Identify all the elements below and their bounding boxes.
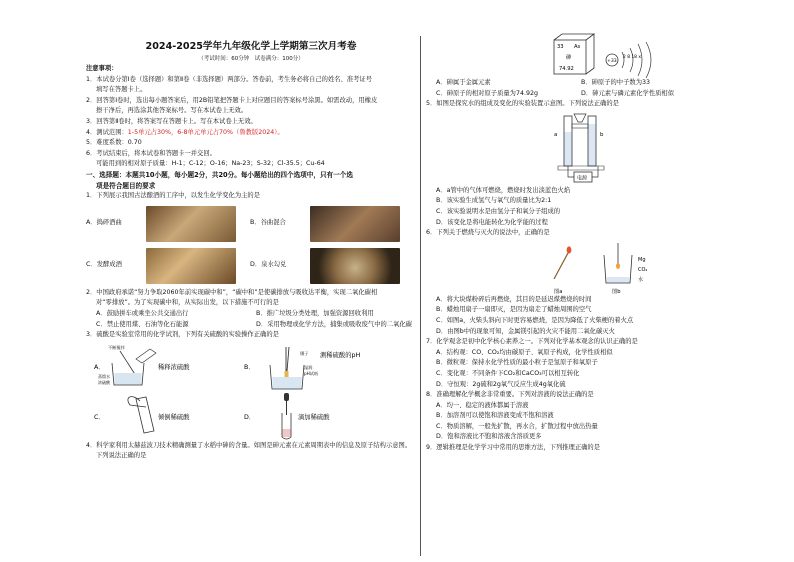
electrolysis-figure: [426, 110, 726, 186]
q3-option-c: C．: [94, 413, 105, 421]
funnel-icon: [574, 114, 586, 122]
nucleus-charge: +33: [607, 59, 617, 64]
exam-title: 2024-2025学年九年级化学上学期第三次月考卷: [145, 41, 357, 52]
section-heading: 一、选择题：本题共10小题，每小题2分，共20分。每小题给出的四个选项中，只有一个选: [86, 170, 353, 179]
q4-options-row-1: [426, 78, 726, 89]
q1-photo-a: [146, 206, 236, 242]
q3-a-water-label: 蒸馏水: [98, 373, 110, 379]
q3-figures: [86, 341, 416, 441]
q8-option-a: A．均一、稳定的液体都属于溶液: [436, 401, 529, 409]
q1-row-2: [86, 246, 416, 286]
note-line: 3．回答第Ⅱ卷时，将答案写在答题卡上。写在本试卷上无效。: [86, 117, 257, 125]
test-tube-icon: [136, 397, 154, 433]
q3-b-wet-label: 湿润: [304, 364, 313, 370]
element-name: 砷: [566, 55, 572, 61]
question-2-stem-cont: 对“零排放”。为了实现碳中和，从实际出发，以下措施不可行的是: [96, 299, 279, 307]
question-6-stem: 6．下列关于燃烧与灭火的说法中，正确的是: [426, 229, 550, 237]
liquid-icon: [589, 124, 596, 166]
q2-options-row-1: [86, 309, 416, 320]
q2-options-row-2: [86, 320, 416, 331]
dropper-bulb-icon: [284, 393, 289, 401]
question-9-stem: 9．逻辑推理是化学学习中常用的思维方法，下列推理正确的是: [426, 444, 601, 452]
atomic-number: 33: [557, 44, 564, 50]
arsenic-figure: [426, 32, 726, 78]
section-heading-cont: 项是符合题目的要求: [96, 181, 156, 190]
notes-heading: 注意事项：: [86, 65, 118, 72]
q3-option-a: A．: [94, 363, 105, 371]
q3-a-acid-label: 浓硫酸: [98, 379, 110, 385]
column-divider: [420, 36, 421, 556]
q8-option-c: C．物质溶解，一般先扩散，再水合，扩散过程中放出热量: [436, 422, 598, 430]
note-line: 6．考试结束后，将本试卷和答题卡一并交回。: [86, 149, 216, 157]
q8-option-b: B．加溶剂可以使饱和溶液变成不饱和溶液: [436, 412, 554, 420]
q5-option-a: A．a管中的气体可燃烧，燃烧时发出淡蓝色火焰: [436, 186, 571, 194]
q4-option-a: A．砷属于金属元素: [436, 79, 491, 86]
q4-option-b: B．砷原子的中子数为33: [581, 79, 651, 86]
q2-option-c: C．禁止使用煤、石油等化石能源: [96, 320, 189, 328]
note-line: 1．本试卷分第Ⅰ卷（选择题）和第Ⅱ卷（非选择题）两部分。答卷前，考生务必将自己的姓名、准考证号: [86, 75, 373, 83]
q3-a-text: 稀释浓硫酸: [158, 363, 190, 371]
q2-option-d: D．采用物理或化学方法，捕集或吸收废气中的二氧化碳: [256, 320, 412, 328]
electron-shells-icon: [622, 42, 651, 78]
right-column: [426, 32, 726, 454]
tilted-cylinder-icon: [136, 349, 156, 363]
matchstick-icon: [554, 253, 568, 279]
q3-b-text: 测稀硫酸的pH: [320, 351, 361, 359]
q5-option-d: D．该变化是将电能转化为化学能的过程: [436, 218, 548, 226]
q6-option-c: C．如图a，火柴头斜向下时更容易燃烧，是因为降低了火柴梗的着火点: [436, 316, 634, 324]
element-symbol: As: [574, 44, 581, 50]
q1-photo-c: [146, 248, 236, 284]
flame-icon: [567, 246, 572, 253]
atomic-mass-line: 可能用到的相对原子质量：H-1；C-12；O-16；Na-23；S-32；Cl-35.5；Cu-64: [96, 160, 325, 168]
q3-option-b: B．: [244, 363, 255, 371]
atomic-mass: 74.92: [559, 66, 574, 72]
question-1-stem: 1．下列展示我国古法酿酒的工序中，以发生化学变化为主的是: [86, 192, 261, 200]
co2-label: CO₂: [638, 266, 648, 273]
liquid-icon: [565, 132, 572, 166]
mg-label: Mg: [638, 256, 646, 263]
q4-option-c: C．砷原子的相对原子质量为74.92g: [436, 89, 538, 97]
burning-mg-icon: [616, 263, 620, 269]
connecting-tube-icon: [572, 124, 588, 128]
q4-option-d: D．砷元素与磷元素化学性质相似: [581, 89, 675, 97]
q3-d-text: 滴加稀硫酸: [298, 413, 330, 421]
q2-option-b: B．推广垃圾分类处理，加强资源回收利用: [256, 309, 374, 317]
q1-option-c: C．发酵成酒: [86, 261, 122, 269]
q5-option-c: C．该实验说明水是由氢分子和氧分子组成的: [436, 207, 561, 215]
water-label: 水: [638, 276, 644, 283]
note-line: 5．难度系数：0.70: [86, 139, 142, 147]
q7-option-c: C．变化观：不同条件下CO₂和CaCO₃可以相互转化: [436, 369, 580, 377]
q5-option-b: B．该实验生成氢气与氧气的质量比为2:1: [436, 197, 552, 205]
q1-photo-b: [310, 206, 400, 242]
q1-option-d: D．泉水勾兑: [250, 261, 287, 269]
question-7-stem: 7．化学观念是初中化学核心素养之一。下列对化学基本观念的认识正确的是: [426, 338, 638, 346]
combustion-figure: [426, 239, 726, 295]
question-3-stem: 3．硫酸是实验室常用的化学试剂，下列有关硫酸的实验操作正确的是: [86, 331, 279, 339]
q1-row-1: [86, 204, 416, 244]
q3-option-d: D．: [244, 413, 256, 421]
q7-option-d: D．守恒观：2g硫和2g氧气反应生成4g氧化硫: [436, 380, 566, 388]
liquid-icon: [273, 377, 302, 389]
tweezers-icon: [287, 347, 289, 371]
power-label: 电源: [577, 175, 588, 182]
stand-base-icon: [558, 166, 604, 170]
q7-option-a: A．结构观：CO、CO₂均由碳原子、氧原子构成，化学性质相似: [436, 348, 613, 356]
q4-options-row-2: [426, 89, 726, 100]
figure-a-label: 图a: [554, 288, 563, 295]
question-4-stem-cont: 下列说法正确的是: [96, 452, 147, 460]
liquid-icon: [115, 373, 142, 385]
question-8-stem: 8．准确理解化学概念非常重要。下列对溶液的说法正确的是: [426, 391, 594, 399]
note-line: 填写在答题卡上。: [96, 86, 147, 94]
scope-value: 1-5单元占30%，6-8单元单元占70%（鲁教版2024）。: [127, 128, 284, 136]
q3-c-text: 倾倒稀硫酸: [158, 413, 190, 421]
q3-b-paper-label: pH试纸: [304, 370, 319, 376]
shell-electrons: 2 8 18 x: [623, 55, 641, 60]
note-line: [86, 128, 416, 139]
liquid-icon: [283, 429, 291, 437]
question-2-stem: 2．中国政府承诺“努力争取2060年前实现碳中和”，“碳中和”是使碳排放与吸收达平衡，实现二氧化碳相: [86, 288, 378, 296]
q3-a-stir-label: 不断搅拌: [108, 344, 125, 350]
note-line: 擦干净后，再选涂其他答案标号。写在本试卷上无效。: [96, 107, 248, 115]
exam-subtitle: （考试时间：60分钟 试卷满分：100分）: [198, 56, 304, 62]
q6-option-d: D．由图b中的现象可知，金属镁引起的火灾不能用二氧化碳灭火: [436, 327, 615, 335]
q7-option-b: B．微粒观：保持水化学性质的最小粒子是氢原子和氧原子: [436, 359, 598, 367]
q8-option-d: D．饱和溶液比不饱和溶液含溶质更多: [436, 433, 542, 441]
question-5-stem: 5．如图是探究水的组成及变化的实验装置示意图。下列说法正确的是: [426, 100, 619, 108]
water-layer-icon: [607, 277, 630, 283]
q3-b-tweezers-label: 镊子: [300, 350, 309, 356]
note-line: 2．回答第Ⅰ卷时，选出每小题答案后，用2B铅笔把答题卡上对应题目的答案标号涂黑。如需改动，用橡皮: [86, 96, 378, 104]
question-4-stem: 4．科学家利用太赫兹波刀技术精确测量了水稻中砷的含量。如图是砷元素在元素周期表中的信息及原子结构示意图。: [86, 441, 412, 449]
tube-b-label: b: [600, 131, 604, 138]
scope-label: 4．测试范围：: [86, 128, 128, 136]
q1-option-b: B．谷曲混合: [250, 219, 286, 227]
q1-option-a: A．捣碎酒曲: [86, 219, 122, 227]
figure-b-label: 图b: [612, 288, 621, 295]
q2-option-a: A．鼓励拼车或乘坐公共交通出行: [96, 309, 189, 317]
q6-option-b: B．蜡烛用扇子一扇即灭，是因为扇走了蜡烛周围的空气: [436, 306, 592, 314]
q1-photo-d: [310, 248, 400, 284]
q6-option-a: A．将大块煤粉碎后再燃烧，其目的是延迟煤燃烧的时间: [436, 295, 592, 303]
left-column: [86, 38, 416, 462]
tube-a-label: a: [554, 131, 558, 138]
